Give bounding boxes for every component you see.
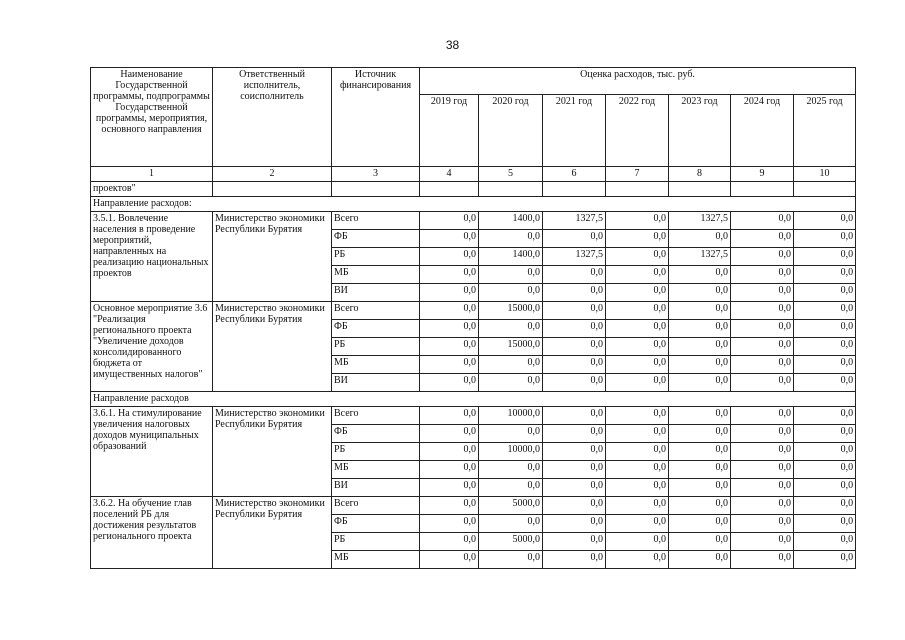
amount-cell: 0,0 <box>794 497 856 515</box>
amount-cell: 0,0 <box>794 461 856 479</box>
amount-cell: 0,0 <box>543 551 606 569</box>
amount-cell: 0,0 <box>731 284 794 302</box>
year-cell: 2019 год <box>420 95 479 167</box>
item-executor: Министерство экономики Республики Бурятия <box>213 407 332 497</box>
data-row <box>91 497 856 515</box>
amount-cell: 0,0 <box>731 338 794 356</box>
continued-row <box>91 182 856 197</box>
data-row <box>91 407 856 425</box>
amount-cell: 15000,0 <box>479 338 543 356</box>
amount-cell: 0,0 <box>543 461 606 479</box>
direction-label: Направление расходов <box>91 392 856 407</box>
amount-cell: 0,0 <box>669 374 731 392</box>
amount-cell: 0,0 <box>794 551 856 569</box>
amount-cell: 0,0 <box>731 515 794 533</box>
header-costs-cell: Оценка расходов, тыс. руб. <box>420 68 856 95</box>
header-row <box>91 68 856 95</box>
amount-cell: 0,0 <box>606 407 669 425</box>
amount-cell: 0,0 <box>543 425 606 443</box>
amount-cell: 0,0 <box>479 284 543 302</box>
amount-cell: 0,0 <box>731 266 794 284</box>
amount-cell: 0,0 <box>543 497 606 515</box>
amount-cell: 0,0 <box>606 443 669 461</box>
amount-cell: 0,0 <box>420 497 479 515</box>
amount-cell: 0,0 <box>794 356 856 374</box>
amount-cell: 0,0 <box>731 497 794 515</box>
amount-cell: 0,0 <box>731 479 794 497</box>
amount-cell: 0,0 <box>731 425 794 443</box>
amount-cell: 0,0 <box>731 533 794 551</box>
amount-cell: 0,0 <box>543 284 606 302</box>
amount-cell: 0,0 <box>420 356 479 374</box>
budget-table <box>90 67 856 569</box>
item-name: 3.5.1. Вовлечение населения в проведение мероприятий, направленных на реализацию национальных проектов <box>91 212 213 302</box>
amount-cell: 0,0 <box>669 425 731 443</box>
amount-cell: 0,0 <box>543 338 606 356</box>
amount-cell: 0,0 <box>794 284 856 302</box>
amount-cell: 0,0 <box>794 515 856 533</box>
amount-cell: 1400,0 <box>479 248 543 266</box>
header-executor-cell: Ответственный исполнитель, соисполнитель <box>213 68 332 167</box>
funding-source: МБ <box>332 461 420 479</box>
amount-cell: 0,0 <box>669 356 731 374</box>
amount-cell: 0,0 <box>420 479 479 497</box>
amount-cell: 1400,0 <box>479 212 543 230</box>
funding-source: Всего <box>332 212 420 230</box>
funding-source: РБ <box>332 533 420 551</box>
amount-cell: 0,0 <box>669 302 731 320</box>
amount-cell: 0,0 <box>420 425 479 443</box>
item-name: 3.6.2. На обучение глав поселений РБ для достижения результатов регионального проекта <box>91 497 213 569</box>
amount-cell: 0,0 <box>669 230 731 248</box>
column-number-row <box>91 167 856 182</box>
year-cell: 2020 год <box>479 95 543 167</box>
amount-cell: 0,0 <box>731 443 794 461</box>
funding-source: ФБ <box>332 230 420 248</box>
amount-cell: 0,0 <box>479 461 543 479</box>
amount-cell: 0,0 <box>479 356 543 374</box>
amount-cell: 0,0 <box>606 425 669 443</box>
amount-cell: 0,0 <box>420 320 479 338</box>
amount-cell: 0,0 <box>731 230 794 248</box>
amount-cell: 0,0 <box>606 497 669 515</box>
amount-cell: 0,0 <box>420 302 479 320</box>
amount-cell: 0,0 <box>606 551 669 569</box>
amount-cell: 0,0 <box>794 533 856 551</box>
amount-cell: 0,0 <box>794 266 856 284</box>
col-number: 1 <box>91 167 213 182</box>
amount-cell: 0,0 <box>731 407 794 425</box>
amount-cell: 0,0 <box>543 443 606 461</box>
header-source-cell: Источник финансирования <box>332 68 420 167</box>
amount-cell: 0,0 <box>420 443 479 461</box>
year-cell: 2025 год <box>794 95 856 167</box>
col-number: 2 <box>213 167 332 182</box>
amount-cell: 0,0 <box>731 320 794 338</box>
amount-cell: 0,0 <box>420 515 479 533</box>
amount-cell: 0,0 <box>543 533 606 551</box>
amount-cell: 0,0 <box>606 461 669 479</box>
amount-cell: 0,0 <box>606 515 669 533</box>
amount-cell: 0,0 <box>794 320 856 338</box>
direction-row <box>91 392 856 407</box>
amount-cell: 0,0 <box>669 320 731 338</box>
year-cell: 2023 год <box>669 95 731 167</box>
amount-cell: 0,0 <box>543 407 606 425</box>
amount-cell: 0,0 <box>731 461 794 479</box>
amount-cell: 0,0 <box>731 302 794 320</box>
amount-cell: 0,0 <box>794 425 856 443</box>
amount-cell: 0,0 <box>669 497 731 515</box>
data-row <box>91 212 856 230</box>
amount-cell: 0,0 <box>669 479 731 497</box>
amount-cell: 0,0 <box>420 551 479 569</box>
funding-source: РБ <box>332 443 420 461</box>
amount-cell: 0,0 <box>669 551 731 569</box>
amount-cell: 0,0 <box>420 374 479 392</box>
amount-cell: 1327,5 <box>543 212 606 230</box>
amount-cell: 1327,5 <box>669 248 731 266</box>
amount-cell: 0,0 <box>669 461 731 479</box>
amount-cell: 0,0 <box>420 407 479 425</box>
direction-row <box>91 197 856 212</box>
continued-name: проектов" <box>91 182 213 197</box>
funding-source: ФБ <box>332 320 420 338</box>
col-number: 4 <box>420 167 479 182</box>
amount-cell: 0,0 <box>731 551 794 569</box>
amount-cell: 15000,0 <box>479 302 543 320</box>
amount-cell: 0,0 <box>669 338 731 356</box>
amount-cell: 0,0 <box>731 374 794 392</box>
header-name-cell: Наименование Государственной программы, подпрограммы Государственной программы, мероприятия, основного направления <box>91 68 213 167</box>
amount-cell: 0,0 <box>731 212 794 230</box>
amount-cell: 0,0 <box>794 443 856 461</box>
col-number: 5 <box>479 167 543 182</box>
amount-cell: 1327,5 <box>669 212 731 230</box>
amount-cell: 0,0 <box>606 356 669 374</box>
data-row <box>91 302 856 320</box>
amount-cell: 0,0 <box>420 248 479 266</box>
year-cell: 2024 год <box>731 95 794 167</box>
amount-cell: 0,0 <box>479 425 543 443</box>
amount-cell: 0,0 <box>606 338 669 356</box>
col-number: 3 <box>332 167 420 182</box>
amount-cell: 0,0 <box>794 212 856 230</box>
amount-cell: 0,0 <box>479 515 543 533</box>
amount-cell: 0,0 <box>606 302 669 320</box>
col-number: 9 <box>731 167 794 182</box>
funding-source: МБ <box>332 356 420 374</box>
funding-source: Всего <box>332 302 420 320</box>
amount-cell: 0,0 <box>669 407 731 425</box>
amount-cell: 0,0 <box>731 248 794 266</box>
amount-cell: 0,0 <box>794 302 856 320</box>
year-cell: 2022 год <box>606 95 669 167</box>
amount-cell: 0,0 <box>794 374 856 392</box>
funding-source: Всего <box>332 497 420 515</box>
funding-source: РБ <box>332 338 420 356</box>
amount-cell: 10000,0 <box>479 407 543 425</box>
amount-cell: 0,0 <box>606 248 669 266</box>
amount-cell: 0,0 <box>543 266 606 284</box>
year-cell: 2021 год <box>543 95 606 167</box>
page-number: 38 <box>445 38 460 52</box>
amount-cell: 0,0 <box>731 356 794 374</box>
direction-label: Направление расходов: <box>91 197 856 212</box>
amount-cell: 0,0 <box>479 230 543 248</box>
amount-cell: 0,0 <box>669 533 731 551</box>
item-executor: Министерство экономики Республики Бурятия <box>213 212 332 302</box>
funding-source: МБ <box>332 551 420 569</box>
item-executor: Министерство экономики Республики Бурятия <box>213 497 332 569</box>
amount-cell: 0,0 <box>606 230 669 248</box>
item-name: Основное мероприятие 3.6 "Реализация регионального проекта "Увеличение доходов консолидированного бюджета от имущественных налогов" <box>91 302 213 392</box>
funding-source: ВИ <box>332 284 420 302</box>
funding-source: ФБ <box>332 425 420 443</box>
col-number: 6 <box>543 167 606 182</box>
amount-cell: 0,0 <box>479 320 543 338</box>
amount-cell: 0,0 <box>543 356 606 374</box>
amount-cell: 0,0 <box>669 266 731 284</box>
amount-cell: 0,0 <box>606 266 669 284</box>
funding-source: ВИ <box>332 479 420 497</box>
amount-cell: 0,0 <box>479 266 543 284</box>
amount-cell: 0,0 <box>669 284 731 302</box>
amount-cell: 0,0 <box>794 338 856 356</box>
col-number: 8 <box>669 167 731 182</box>
col-number: 7 <box>606 167 669 182</box>
amount-cell: 0,0 <box>606 320 669 338</box>
amount-cell: 0,0 <box>669 515 731 533</box>
amount-cell: 0,0 <box>606 374 669 392</box>
item-executor: Министерство экономики Республики Бурятия <box>213 302 332 392</box>
amount-cell: 1327,5 <box>543 248 606 266</box>
amount-cell: 0,0 <box>420 266 479 284</box>
amount-cell: 0,0 <box>606 479 669 497</box>
col-number: 10 <box>794 167 856 182</box>
amount-cell: 0,0 <box>794 479 856 497</box>
amount-cell: 0,0 <box>420 284 479 302</box>
amount-cell: 5000,0 <box>479 533 543 551</box>
amount-cell: 0,0 <box>543 320 606 338</box>
amount-cell: 5000,0 <box>479 497 543 515</box>
funding-source: ФБ <box>332 515 420 533</box>
amount-cell: 0,0 <box>669 443 731 461</box>
amount-cell: 0,0 <box>543 515 606 533</box>
amount-cell: 0,0 <box>479 551 543 569</box>
amount-cell: 0,0 <box>606 533 669 551</box>
amount-cell: 0,0 <box>794 230 856 248</box>
amount-cell: 0,0 <box>479 479 543 497</box>
amount-cell: 0,0 <box>606 284 669 302</box>
amount-cell: 0,0 <box>606 212 669 230</box>
amount-cell: 0,0 <box>420 230 479 248</box>
amount-cell: 0,0 <box>543 374 606 392</box>
amount-cell: 0,0 <box>543 479 606 497</box>
amount-cell: 0,0 <box>543 302 606 320</box>
amount-cell: 0,0 <box>420 212 479 230</box>
item-name: 3.6.1. На стимулирование увеличения налоговых доходов муниципальных образований <box>91 407 213 497</box>
amount-cell: 0,0 <box>543 230 606 248</box>
amount-cell: 0,0 <box>420 338 479 356</box>
amount-cell: 0,0 <box>794 407 856 425</box>
funding-source: Всего <box>332 407 420 425</box>
amount-cell: 0,0 <box>420 533 479 551</box>
funding-source: РБ <box>332 248 420 266</box>
amount-cell: 0,0 <box>794 248 856 266</box>
amount-cell: 0,0 <box>479 374 543 392</box>
funding-source: ВИ <box>332 374 420 392</box>
funding-source: МБ <box>332 266 420 284</box>
amount-cell: 0,0 <box>420 461 479 479</box>
amount-cell: 10000,0 <box>479 443 543 461</box>
